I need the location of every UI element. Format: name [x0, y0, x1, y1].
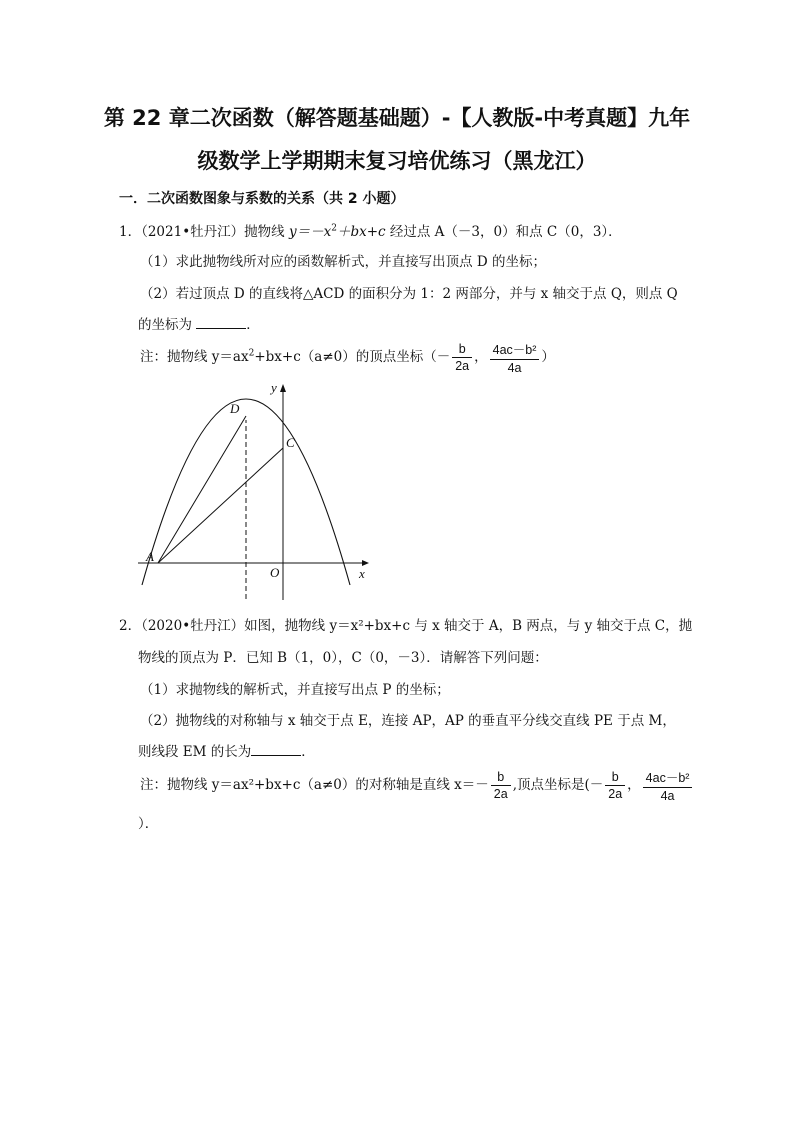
segment-AD	[158, 416, 246, 563]
q2-note-end: ）．	[138, 816, 159, 832]
label-C: C	[286, 435, 295, 450]
q2-part2-end: ．	[301, 744, 315, 760]
q1-part2-line2	[138, 313, 260, 333]
q2-part2-line2	[138, 740, 315, 760]
q1-note-mid: +bx+c（a≠0）的顶点坐标（－	[254, 349, 451, 365]
q2-note-frac3-num: 4ac－b²	[643, 768, 693, 788]
q1-note-frac1-den: 2a	[455, 359, 470, 373]
q2-note-mid: ,顶点坐标是(－	[512, 777, 604, 793]
q2-note-comma: ，	[627, 777, 641, 793]
label-D: D	[230, 401, 240, 416]
q2-part2-text: 则线段 EM 的长为	[138, 744, 252, 760]
q2-note-pre: 注：抛物线 y＝ax²+bx+c（a≠0）的对称轴是直线 x＝－	[140, 777, 489, 793]
q1-note-frac1	[452, 342, 472, 373]
page-title-line2: 级数学上学期期末复习培优练习（黑龙江）	[197, 149, 597, 173]
q1-part1: （1）求此抛物线所对应的函数解析式，并直接写出顶点 D 的坐标；	[140, 254, 546, 270]
q2-part1: （1）求抛物线的解析式，并直接写出点 P 的坐标；	[140, 682, 450, 698]
q2-note-frac1	[491, 770, 511, 801]
q2-stem-line2: 物线的顶点为 P．已知 B（1，0），C（0，－3）．请解答下列问题：	[138, 650, 548, 666]
q2-note-frac2	[605, 770, 625, 801]
q2-note-frac3-den: 4a	[660, 789, 675, 803]
label-A: A	[146, 549, 154, 564]
q1-note-end: ）	[541, 349, 555, 365]
q2-part2-line1: （2）抛物线的对称轴与 x 轴交于点 E，连接 AP，AP 的垂直平分线交直线 PE 于点 M，	[140, 713, 676, 729]
q2-note-frac1-num: b	[491, 770, 511, 786]
section-heading: 一．二次函数图象与系数的关系（共 2 小题）	[119, 191, 405, 207]
q1-eq-b: ＋bx+c	[336, 224, 386, 240]
page-title-line1: 第 22 章二次函数（解答题基础题）-【人教版-中考真题】九年	[103, 106, 691, 130]
y-axis-arrow	[280, 384, 286, 392]
q1-part2-end: ．	[246, 317, 260, 333]
q1-note-frac2-num: 4ac－b²	[490, 340, 540, 360]
q1-note-frac1-num: b	[452, 342, 472, 358]
q1-note-frac2-den: 4a	[507, 361, 522, 375]
q1-answer-blank[interactable]	[196, 316, 246, 329]
q1-note-pre: 注：抛物线 y＝ax	[140, 349, 249, 365]
q2-note	[140, 768, 694, 803]
q2-note-frac2-num: b	[605, 770, 625, 786]
q1-source: （2021•牡丹江）抛物线	[141, 224, 289, 240]
q1-points: 经过点 A（－3，0）和点 C（0，3）．	[385, 224, 622, 240]
segment-AC	[158, 448, 283, 563]
q1-eq-a: y＝－x	[288, 224, 332, 240]
q2-note-frac2-den: 2a	[608, 787, 623, 801]
q2-line1: （2020•牡丹江）如图，抛物线 y＝x²+bx+c 与 x 轴交于 A，B 两点，与 y 轴交于点 C，抛	[141, 618, 693, 634]
q2-number: 2．	[119, 618, 142, 634]
q1-stem: 1．（2021•牡丹江）抛物线 $y=-x^2+bx+c$ 经过点 A（－3，0）和点 C（0，3）．	[119, 223, 622, 240]
q1-note-frac2	[490, 340, 540, 375]
parabola-figure	[130, 380, 380, 610]
q2-note-frac3	[643, 768, 693, 803]
q1-note-comma: ，	[474, 349, 488, 365]
label-O: O	[270, 565, 280, 580]
label-x: x	[359, 566, 365, 581]
q1-number: 1．	[119, 224, 142, 240]
q2-answer-blank[interactable]	[251, 743, 301, 756]
q2-note-frac1-den: 2a	[493, 787, 508, 801]
q1-note: 注：抛物线 $y=ax^2+bx+c(a\ne 0)$的顶点坐标（－ $\frac{b}{2a}$ ， $\frac{\text{4ac－b²}}{4a}$ ）	[140, 342, 555, 375]
q1-part2-line1: （2）若过顶点 D 的直线将△ACD 的面积分为 1：2 两部分，并与 x 轴交于点 Q，则点 Q	[140, 286, 678, 302]
q2-stem-line1	[119, 614, 692, 634]
label-y: y	[271, 380, 277, 395]
q1-part2-text: 的坐标为	[138, 317, 192, 333]
